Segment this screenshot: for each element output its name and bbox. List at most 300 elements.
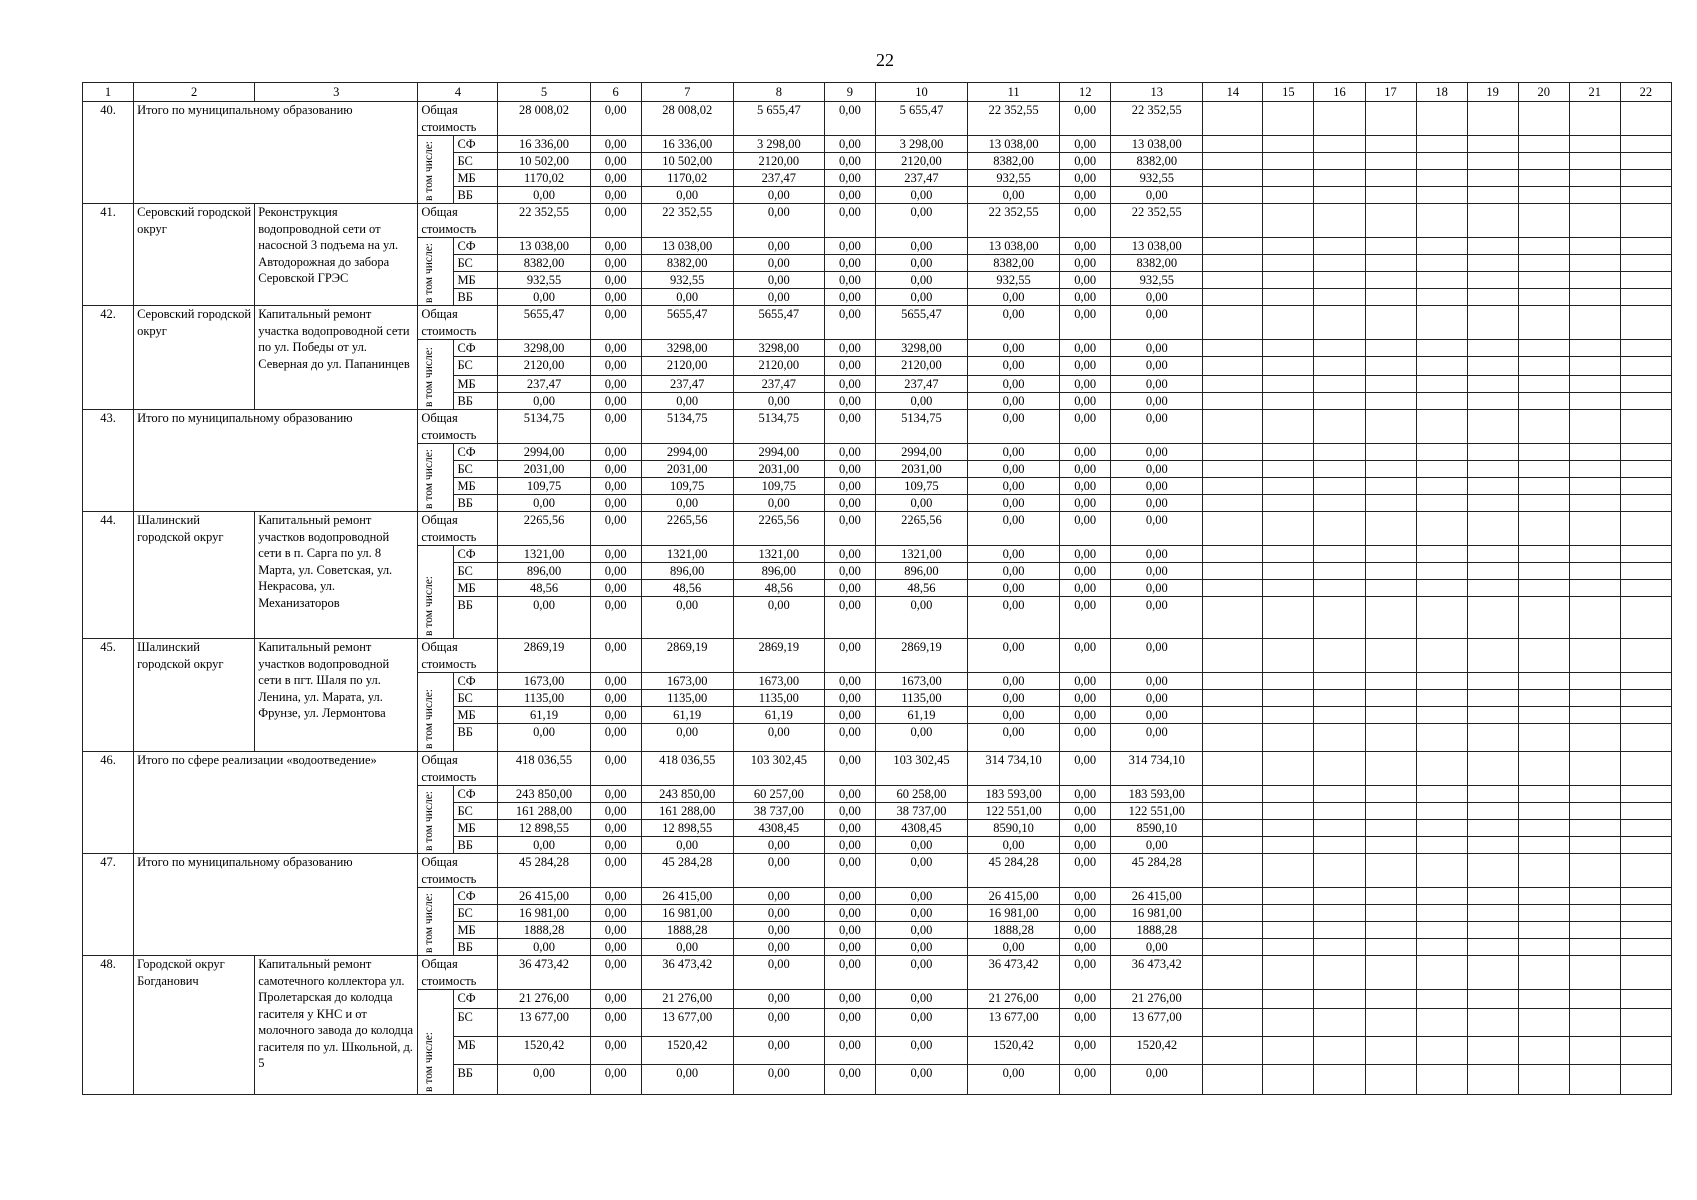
empty-cell xyxy=(1620,820,1671,837)
empty-cell xyxy=(1314,888,1365,905)
empty-cell xyxy=(1467,238,1518,255)
empty-cell xyxy=(1416,905,1467,922)
empty-cell xyxy=(1203,478,1263,495)
empty-cell xyxy=(1620,461,1671,478)
value-cell: 22 352,55 xyxy=(968,102,1060,136)
empty-cell xyxy=(1416,306,1467,340)
value-cell: 0,00 xyxy=(590,1037,641,1065)
value-cell: 0,00 xyxy=(590,444,641,461)
empty-cell xyxy=(1263,888,1314,905)
value-cell: 103 302,45 xyxy=(875,752,967,786)
value-cell: 0,00 xyxy=(875,905,967,922)
municipality-name: Шалинский городской округ xyxy=(134,512,255,639)
value-cell: 0,00 xyxy=(824,340,875,357)
value-cell: 2265,56 xyxy=(733,512,824,546)
empty-cell xyxy=(1416,580,1467,597)
value-cell: 0,00 xyxy=(824,724,875,752)
empty-cell xyxy=(1203,673,1263,690)
empty-cell xyxy=(1416,357,1467,376)
value-cell: 5134,75 xyxy=(733,410,824,444)
value-cell: 0,00 xyxy=(1060,724,1111,752)
empty-cell xyxy=(1365,289,1416,306)
empty-cell xyxy=(1569,340,1620,357)
value-cell: 0,00 xyxy=(968,306,1060,340)
empty-cell xyxy=(1569,707,1620,724)
value-cell: 0,00 xyxy=(875,939,967,956)
empty-cell xyxy=(1416,707,1467,724)
empty-cell xyxy=(1620,444,1671,461)
empty-cell xyxy=(1416,990,1467,1009)
value-cell: 0,00 xyxy=(590,289,641,306)
value-cell: 0,00 xyxy=(590,340,641,357)
value-cell: 0,00 xyxy=(824,546,875,563)
value-cell: 0,00 xyxy=(1060,956,1111,990)
municipality-name: Шалинский городской округ xyxy=(134,639,255,752)
source-label: БС xyxy=(454,461,498,478)
value-cell: 0,00 xyxy=(1060,136,1111,153)
empty-cell xyxy=(1314,444,1365,461)
column-header: 13 xyxy=(1111,83,1203,102)
empty-cell xyxy=(1365,803,1416,820)
value-cell: 16 981,00 xyxy=(968,905,1060,922)
empty-cell xyxy=(1365,444,1416,461)
value-cell: 21 276,00 xyxy=(968,990,1060,1009)
including-label-cell xyxy=(418,673,454,752)
empty-cell xyxy=(1203,580,1263,597)
empty-cell xyxy=(1620,690,1671,707)
empty-cell xyxy=(1467,340,1518,357)
value-cell: 109,75 xyxy=(498,478,590,495)
value-cell: 5134,75 xyxy=(875,410,967,444)
value-cell: 0,00 xyxy=(824,707,875,724)
empty-cell xyxy=(1263,546,1314,563)
value-cell: 0,00 xyxy=(824,690,875,707)
empty-cell xyxy=(1365,990,1416,1009)
value-cell: 0,00 xyxy=(1060,752,1111,786)
value-cell: 38 737,00 xyxy=(733,803,824,820)
municipality-name: Серовский городской округ xyxy=(134,204,255,306)
value-cell: 0,00 xyxy=(875,393,967,410)
empty-cell xyxy=(1518,724,1569,752)
value-cell: 1888,28 xyxy=(498,922,590,939)
empty-cell xyxy=(1620,990,1671,1009)
object-description: Капитальный ремонт самотечного коллектора ул. Пролетарская до колодца гасителя у КНС и от молочного завода до колодца гасителя по ул. Школьной, д. 5 xyxy=(255,956,418,1095)
empty-cell xyxy=(1518,786,1569,803)
empty-cell xyxy=(1569,306,1620,340)
empty-cell xyxy=(1467,803,1518,820)
value-cell: 38 737,00 xyxy=(875,803,967,820)
empty-cell xyxy=(1569,888,1620,905)
empty-cell xyxy=(1467,136,1518,153)
value-cell: 36 473,42 xyxy=(968,956,1060,990)
value-cell: 0,00 xyxy=(1060,786,1111,803)
total-label: Общая стоимость xyxy=(418,752,498,786)
value-cell: 0,00 xyxy=(968,639,1060,673)
empty-cell xyxy=(1203,187,1263,204)
empty-cell xyxy=(1518,990,1569,1009)
empty-cell xyxy=(1569,939,1620,956)
value-cell: 0,00 xyxy=(824,639,875,673)
empty-cell xyxy=(1569,580,1620,597)
empty-cell xyxy=(1203,1009,1263,1037)
empty-cell xyxy=(1569,187,1620,204)
empty-cell xyxy=(1569,495,1620,512)
empty-cell xyxy=(1416,495,1467,512)
municipality-name: Городской округ Богданович xyxy=(134,956,255,1095)
empty-cell xyxy=(1467,102,1518,136)
empty-cell xyxy=(1518,340,1569,357)
table-row xyxy=(83,204,1672,238)
value-cell: 0,00 xyxy=(1060,597,1111,639)
value-cell: 13 677,00 xyxy=(641,1009,733,1037)
empty-cell xyxy=(1416,1009,1467,1037)
value-cell: 5 655,47 xyxy=(733,102,824,136)
value-cell: 0,00 xyxy=(590,410,641,444)
value-cell: 0,00 xyxy=(1060,204,1111,238)
source-label: СФ xyxy=(454,444,498,461)
empty-cell xyxy=(1620,478,1671,495)
source-label: БС xyxy=(454,905,498,922)
empty-cell xyxy=(1203,1065,1263,1095)
value-cell: 0,00 xyxy=(1111,512,1203,546)
value-cell: 183 593,00 xyxy=(968,786,1060,803)
empty-cell xyxy=(1203,690,1263,707)
value-cell: 61,19 xyxy=(498,707,590,724)
empty-cell xyxy=(1365,673,1416,690)
page-number: 22 xyxy=(876,50,894,70)
empty-cell xyxy=(1314,153,1365,170)
value-cell: 0,00 xyxy=(733,289,824,306)
value-cell: 0,00 xyxy=(824,752,875,786)
empty-cell xyxy=(1518,512,1569,546)
value-cell: 3298,00 xyxy=(641,340,733,357)
empty-cell xyxy=(1467,272,1518,289)
value-cell: 103 302,45 xyxy=(733,752,824,786)
empty-cell xyxy=(1365,546,1416,563)
value-cell: 0,00 xyxy=(875,289,967,306)
empty-cell xyxy=(1467,752,1518,786)
value-cell: 0,00 xyxy=(1060,580,1111,597)
value-cell: 0,00 xyxy=(498,837,590,854)
value-cell: 0,00 xyxy=(824,597,875,639)
value-cell: 0,00 xyxy=(590,888,641,905)
value-cell: 0,00 xyxy=(590,639,641,673)
value-cell: 0,00 xyxy=(733,495,824,512)
value-cell: 0,00 xyxy=(641,495,733,512)
value-cell: 0,00 xyxy=(824,990,875,1009)
empty-cell xyxy=(1569,803,1620,820)
empty-cell xyxy=(1467,153,1518,170)
value-cell: 0,00 xyxy=(824,495,875,512)
value-cell: 1135,00 xyxy=(641,690,733,707)
value-cell: 1170,02 xyxy=(498,170,590,187)
row-number: 48. xyxy=(83,956,134,1095)
value-cell: 183 593,00 xyxy=(1111,786,1203,803)
empty-cell xyxy=(1569,820,1620,837)
empty-cell xyxy=(1365,340,1416,357)
source-label: ВБ xyxy=(454,597,498,639)
value-cell: 0,00 xyxy=(498,289,590,306)
value-cell: 0,00 xyxy=(1111,1065,1203,1095)
empty-cell xyxy=(1467,597,1518,639)
empty-cell xyxy=(1203,707,1263,724)
empty-cell xyxy=(1203,204,1263,238)
empty-cell xyxy=(1569,238,1620,255)
object-description: Капитальный ремонт участков водопроводной сети в пгт. Шаля по ул. Ленина, ул. Марата, ул. Фрунзе, ул. Лермонтова xyxy=(255,639,418,752)
empty-cell xyxy=(1467,820,1518,837)
empty-cell xyxy=(1365,187,1416,204)
source-label: МБ xyxy=(454,707,498,724)
source-label: БС xyxy=(454,563,498,580)
empty-cell xyxy=(1620,1065,1671,1095)
value-cell: 48,56 xyxy=(875,580,967,597)
value-cell: 2869,19 xyxy=(498,639,590,673)
empty-cell xyxy=(1263,724,1314,752)
value-cell: 5134,75 xyxy=(498,410,590,444)
value-cell: 0,00 xyxy=(1111,597,1203,639)
value-cell: 932,55 xyxy=(498,272,590,289)
finance-table xyxy=(82,82,1672,1095)
value-cell: 0,00 xyxy=(875,1009,967,1037)
object-description: Капитальный ремонт участков водопроводной сети в п. Сарга по ул. 8 Марта, ул. Советская, ул. Некрасова, ул. Механизаторов xyxy=(255,512,418,639)
column-header: 5 xyxy=(498,83,590,102)
value-cell: 1673,00 xyxy=(498,673,590,690)
empty-cell xyxy=(1467,461,1518,478)
empty-cell xyxy=(1569,272,1620,289)
column-header: 21 xyxy=(1569,83,1620,102)
value-cell: 0,00 xyxy=(968,187,1060,204)
value-cell: 161 288,00 xyxy=(498,803,590,820)
value-cell: 0,00 xyxy=(590,690,641,707)
value-cell: 0,00 xyxy=(824,512,875,546)
empty-cell xyxy=(1365,461,1416,478)
value-cell: 0,00 xyxy=(1111,340,1203,357)
value-cell: 0,00 xyxy=(590,357,641,376)
value-cell: 0,00 xyxy=(641,393,733,410)
value-cell: 0,00 xyxy=(1111,478,1203,495)
value-cell: 28 008,02 xyxy=(498,102,590,136)
value-cell: 122 551,00 xyxy=(968,803,1060,820)
value-cell: 0,00 xyxy=(968,357,1060,376)
empty-cell xyxy=(1518,393,1569,410)
empty-cell xyxy=(1467,854,1518,888)
including-label-cell xyxy=(418,990,454,1095)
value-cell: 0,00 xyxy=(733,939,824,956)
empty-cell xyxy=(1620,306,1671,340)
value-cell: 26 415,00 xyxy=(498,888,590,905)
row-name: Итого по муниципальному образованию xyxy=(134,102,418,204)
empty-cell xyxy=(1263,786,1314,803)
value-cell: 0,00 xyxy=(590,170,641,187)
empty-cell xyxy=(1620,837,1671,854)
value-cell: 314 734,10 xyxy=(1111,752,1203,786)
source-label: БС xyxy=(454,1009,498,1037)
table-row xyxy=(83,512,1672,546)
empty-cell xyxy=(1203,410,1263,444)
empty-cell xyxy=(1416,803,1467,820)
empty-cell xyxy=(1416,888,1467,905)
empty-cell xyxy=(1203,393,1263,410)
empty-cell xyxy=(1365,204,1416,238)
empty-cell xyxy=(1314,820,1365,837)
value-cell: 36 473,42 xyxy=(498,956,590,990)
column-header: 9 xyxy=(824,83,875,102)
value-cell: 0,00 xyxy=(824,837,875,854)
empty-cell xyxy=(1620,580,1671,597)
empty-cell xyxy=(1314,922,1365,939)
value-cell: 0,00 xyxy=(824,956,875,990)
value-cell: 13 677,00 xyxy=(1111,1009,1203,1037)
empty-cell xyxy=(1263,410,1314,444)
empty-cell xyxy=(1620,340,1671,357)
empty-cell xyxy=(1467,786,1518,803)
value-cell: 0,00 xyxy=(1060,922,1111,939)
empty-cell xyxy=(1416,673,1467,690)
value-cell: 1321,00 xyxy=(641,546,733,563)
value-cell: 1520,42 xyxy=(498,1037,590,1065)
empty-cell xyxy=(1263,837,1314,854)
empty-cell xyxy=(1314,478,1365,495)
empty-cell xyxy=(1365,410,1416,444)
value-cell: 0,00 xyxy=(1060,837,1111,854)
empty-cell xyxy=(1467,546,1518,563)
value-cell: 0,00 xyxy=(824,376,875,393)
empty-cell xyxy=(1467,905,1518,922)
value-cell: 109,75 xyxy=(641,478,733,495)
value-cell: 0,00 xyxy=(498,939,590,956)
empty-cell xyxy=(1518,306,1569,340)
empty-cell xyxy=(1467,837,1518,854)
empty-cell xyxy=(1203,170,1263,187)
empty-cell xyxy=(1467,639,1518,673)
value-cell: 21 276,00 xyxy=(1111,990,1203,1009)
empty-cell xyxy=(1467,673,1518,690)
value-cell: 2994,00 xyxy=(875,444,967,461)
value-cell: 0,00 xyxy=(968,1065,1060,1095)
source-label: БС xyxy=(454,357,498,376)
header-row xyxy=(83,83,1672,102)
empty-cell xyxy=(1518,956,1569,990)
value-cell: 1321,00 xyxy=(875,546,967,563)
empty-cell xyxy=(1416,393,1467,410)
empty-cell xyxy=(1416,597,1467,639)
value-cell: 109,75 xyxy=(875,478,967,495)
value-cell: 0,00 xyxy=(1060,238,1111,255)
value-cell: 2031,00 xyxy=(498,461,590,478)
value-cell: 0,00 xyxy=(1111,673,1203,690)
value-cell: 0,00 xyxy=(590,1065,641,1095)
value-cell: 0,00 xyxy=(1060,939,1111,956)
value-cell: 0,00 xyxy=(733,272,824,289)
table-row xyxy=(83,752,1672,786)
value-cell: 1135,00 xyxy=(875,690,967,707)
including-label-cell xyxy=(418,444,454,512)
empty-cell xyxy=(1314,752,1365,786)
empty-cell xyxy=(1569,357,1620,376)
source-label: ВБ xyxy=(454,724,498,752)
value-cell: 2120,00 xyxy=(875,153,967,170)
empty-cell xyxy=(1416,690,1467,707)
empty-cell xyxy=(1203,153,1263,170)
value-cell: 0,00 xyxy=(824,204,875,238)
empty-cell xyxy=(1569,597,1620,639)
empty-cell xyxy=(1263,580,1314,597)
empty-cell xyxy=(1620,238,1671,255)
empty-cell xyxy=(1467,1037,1518,1065)
empty-cell xyxy=(1620,597,1671,639)
empty-cell xyxy=(1467,495,1518,512)
empty-cell xyxy=(1365,724,1416,752)
value-cell: 0,00 xyxy=(1060,803,1111,820)
column-header: 20 xyxy=(1518,83,1569,102)
value-cell: 22 352,55 xyxy=(968,204,1060,238)
value-cell: 1673,00 xyxy=(641,673,733,690)
empty-cell xyxy=(1620,905,1671,922)
empty-cell xyxy=(1518,272,1569,289)
value-cell: 0,00 xyxy=(1111,690,1203,707)
empty-cell xyxy=(1203,444,1263,461)
value-cell: 0,00 xyxy=(1111,187,1203,204)
value-cell: 109,75 xyxy=(733,478,824,495)
column-header: 7 xyxy=(641,83,733,102)
value-cell: 0,00 xyxy=(1111,837,1203,854)
value-cell: 2994,00 xyxy=(733,444,824,461)
value-cell: 0,00 xyxy=(590,563,641,580)
empty-cell xyxy=(1569,102,1620,136)
table-row xyxy=(83,410,1672,444)
value-cell: 0,00 xyxy=(1060,1037,1111,1065)
empty-cell xyxy=(1569,905,1620,922)
value-cell: 0,00 xyxy=(590,136,641,153)
value-cell: 0,00 xyxy=(875,272,967,289)
empty-cell xyxy=(1620,102,1671,136)
empty-cell xyxy=(1203,922,1263,939)
value-cell: 1321,00 xyxy=(733,546,824,563)
value-cell: 61,19 xyxy=(875,707,967,724)
value-cell: 0,00 xyxy=(1060,1009,1111,1037)
empty-cell xyxy=(1620,956,1671,990)
value-cell: 0,00 xyxy=(641,837,733,854)
value-cell: 0,00 xyxy=(1111,461,1203,478)
source-label: МБ xyxy=(454,376,498,393)
value-cell: 1520,42 xyxy=(641,1037,733,1065)
empty-cell xyxy=(1467,512,1518,546)
empty-cell xyxy=(1263,478,1314,495)
source-label: СФ xyxy=(454,136,498,153)
empty-cell xyxy=(1620,170,1671,187)
empty-cell xyxy=(1518,495,1569,512)
value-cell: 0,00 xyxy=(1111,707,1203,724)
column-header: 22 xyxy=(1620,83,1671,102)
value-cell: 0,00 xyxy=(824,187,875,204)
value-cell: 0,00 xyxy=(1111,306,1203,340)
value-cell: 0,00 xyxy=(968,410,1060,444)
empty-cell xyxy=(1263,563,1314,580)
including-label-cell xyxy=(418,340,454,410)
value-cell: 0,00 xyxy=(590,393,641,410)
empty-cell xyxy=(1569,204,1620,238)
value-cell: 0,00 xyxy=(1060,854,1111,888)
empty-cell xyxy=(1416,136,1467,153)
empty-cell xyxy=(1620,854,1671,888)
empty-cell xyxy=(1365,563,1416,580)
value-cell: 13 038,00 xyxy=(498,238,590,255)
value-cell: 13 038,00 xyxy=(641,238,733,255)
empty-cell xyxy=(1569,786,1620,803)
empty-cell xyxy=(1416,461,1467,478)
value-cell: 0,00 xyxy=(590,956,641,990)
empty-cell xyxy=(1365,580,1416,597)
